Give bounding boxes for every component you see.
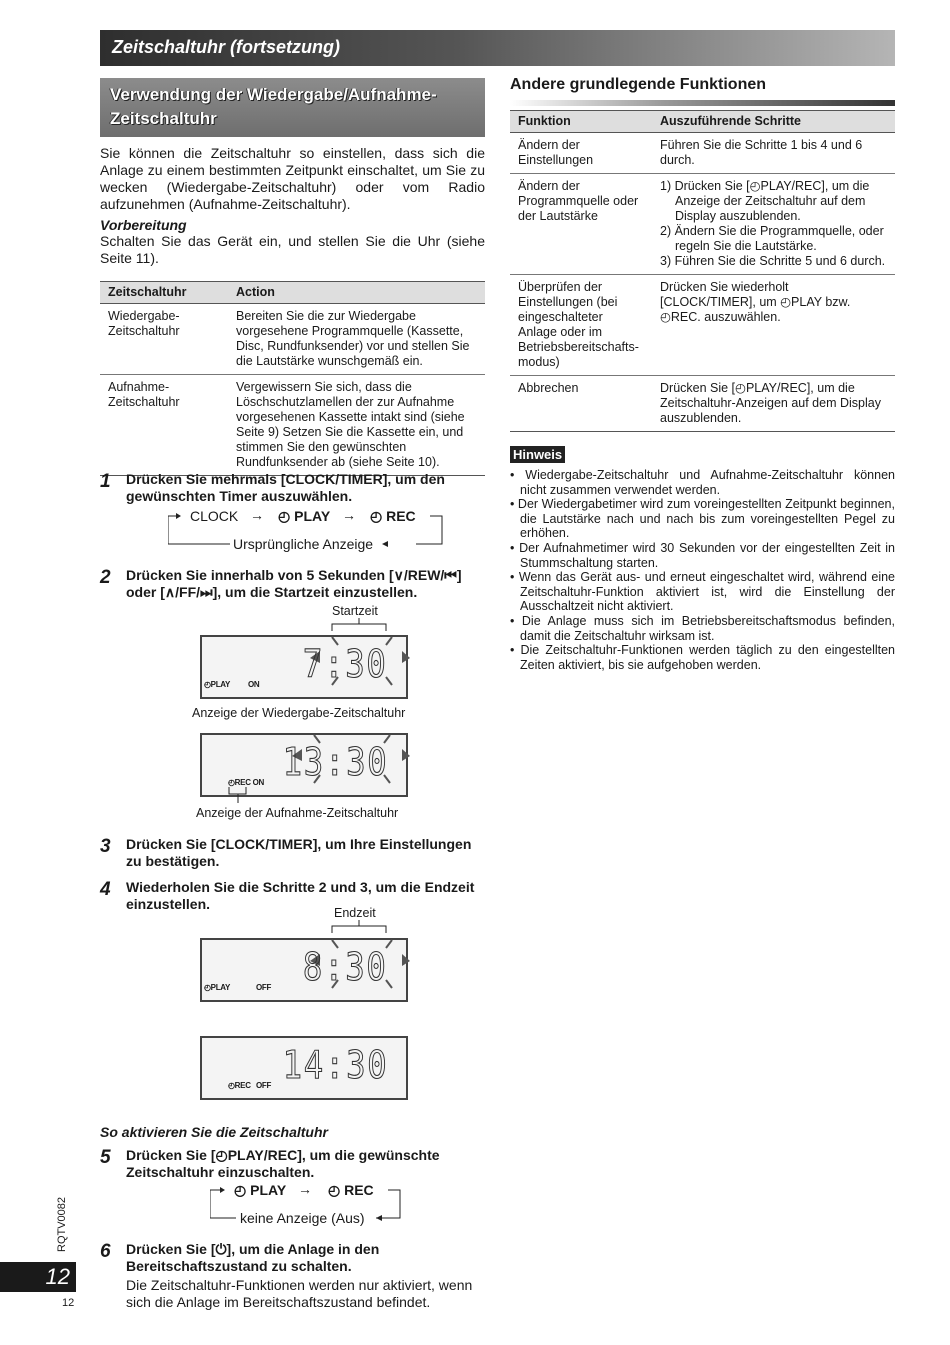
- step-number: 2: [100, 567, 111, 588]
- hinweis-label: Hinweis: [510, 446, 565, 463]
- table-header: Action: [228, 282, 485, 304]
- endzeit-label: Endzeit: [334, 906, 376, 920]
- left-column: [100, 78, 485, 476]
- table-cell: Wiedergabe-Zeitschaltuhr: [100, 304, 228, 375]
- prep-text: Schalten Sie das Gerät ein, und stellen Sie die Uhr (siehe Seite 11).: [100, 233, 485, 266]
- step-6: [100, 1241, 485, 1311]
- seq-arrow: →: [342, 507, 356, 523]
- lcd-time: 7:30: [303, 642, 388, 686]
- list-item: • Der Wiedergabetimer wird zum voreingestellten Zeitpunkt beginnen, die Lautstärke nach und nach bis zum voreingestellten Pegel zu erhöhen.: [510, 497, 895, 541]
- lcd-caption: Anzeige der Aufnahme-Zeitschaltuhr: [196, 806, 399, 820]
- list-item: 2) Ändern Sie die Programmquelle, oder regeln Sie die Lautstärke.: [660, 224, 884, 253]
- step-text: Drücken Sie [⏻], um die Anlage in den Bereitschaftszustand zu schalten.: [126, 1241, 380, 1274]
- step-3: [100, 836, 485, 870]
- table-cell: Vergewissern Sie sich, dass die Löschschutzlamellen der zur Aufnahme vorgesehenen Kassette intakt sind (siehe Seite 9) Setzen Sie die Kassette ein, und stimmen Sie den gewünschten Rundfunksender ab (siehe Seite 10).: [228, 375, 485, 476]
- lcd-time: 14:30: [282, 1043, 388, 1087]
- seq-arrow: →: [298, 1181, 312, 1197]
- seq-back-label: keine Anzeige (Aus): [240, 1210, 365, 1226]
- lcd-rec-indicator: ◴REC: [228, 1081, 251, 1090]
- right-column: [510, 76, 895, 672]
- lcd-caption: Anzeige der Wiedergabe-Zeitschaltuhr: [192, 706, 406, 720]
- step-number: 6: [100, 1241, 111, 1262]
- step-text: Wiederholen Sie die Schritte 2 und 3, um die Endzeit einzustellen.: [126, 879, 475, 912]
- step-text: Drücken Sie [CLOCK/TIMER], um Ihre Einstellungen zu bestätigen.: [126, 836, 472, 869]
- prep-title: Vorbereitung: [100, 217, 187, 233]
- lcd-time: 8:30: [303, 945, 388, 989]
- document-code: RQTV0082: [56, 1196, 68, 1252]
- functions-table: [510, 110, 895, 432]
- list-item: 3) Führen Sie die Schritte 5 und 6 durch.: [660, 254, 886, 268]
- table-cell: Ändern der Programmquelle oder der Lautstärke: [510, 174, 652, 275]
- activate-title: So aktivieren Sie die Zeitschaltuhr: [100, 1124, 328, 1140]
- startzeit-label: Startzeit: [332, 604, 378, 618]
- right-section-title: Andere grundlegende Funktionen: [510, 76, 767, 93]
- table-row: [100, 304, 485, 375]
- list-item: 1) Drücken Sie [◴PLAY/REC], um die Anzeige der Zeitschaltuhr auf dem Display auszublenden.: [660, 179, 870, 223]
- seq-play-label: ◴ PLAY: [234, 1182, 287, 1198]
- steps-list: [660, 179, 887, 269]
- seq-clock-label: CLOCK: [190, 508, 239, 524]
- step-4: [100, 879, 485, 913]
- lcd-state-indicator: OFF: [256, 983, 272, 992]
- lcd-play-indicator: ◴PLAY: [204, 680, 231, 689]
- step-1: [100, 471, 485, 505]
- seq-rec-label: ◴ REC: [370, 508, 416, 524]
- table-row: [510, 174, 895, 275]
- step-text: Drücken Sie mehrmals [CLOCK/TIMER], um den gewünschten Timer auszuwählen.: [126, 471, 445, 504]
- list-item: • Der Aufnahmetimer wird 30 Sekunden vor der eingestellten Zeit in Stummschaltung starten.: [510, 540, 895, 570]
- step-subtext: Die Zeitschaltuhr-Funktionen werden nur aktiviert, wenn sich die Anlage im Bereitschaftszustand befindet.: [126, 1277, 473, 1310]
- table-cell: Aufnahme-Zeitschaltuhr: [100, 375, 228, 476]
- seq-rec-label: ◴ REC: [328, 1182, 374, 1198]
- page-number: 12: [45, 1264, 70, 1289]
- table-cell: Führen Sie die Schritte 1 bis 4 und 6 durch.: [652, 133, 895, 174]
- table-header: Funktion: [510, 111, 652, 133]
- table-row: [510, 133, 895, 174]
- step-number: 3: [100, 836, 111, 857]
- rec-bracket: [226, 785, 250, 805]
- table-row: [100, 375, 485, 476]
- step-number: 4: [100, 879, 111, 900]
- timer-table: [100, 281, 485, 476]
- list-item: • Wiedergabe-Zeitschaltuhr und Aufnahme-Zeitschaltuhr können nicht zusammen verwendet werden.: [510, 468, 895, 497]
- table-header: Zeitschaltuhr: [100, 282, 228, 304]
- table-cell: Drücken Sie wiederholt [CLOCK/TIMER], um ◴PLAY bzw. ◴REC. auszuwählen.: [652, 275, 895, 376]
- title-rule: [510, 100, 895, 106]
- step-2: [100, 567, 485, 601]
- seq-back-label: Ursprüngliche Anzeige: [233, 536, 374, 552]
- page-number-small: 12: [62, 1297, 75, 1309]
- table-cell: Drücken Sie [◴PLAY/REC], um die Zeitschaltuhr-Anzeigen auf dem Display auszublenden.: [652, 376, 895, 432]
- table-cell: Bereiten Sie die zur Wiedergabe vorgesehene Programmquelle (Kassette, Disc, Rundfunksender) vor und stellen Sie die Lautstärke wunschgemäß ein.: [228, 304, 485, 375]
- lcd-state-indicator: ON: [248, 680, 260, 689]
- list-item: • Die Anlage muss sich im Betriebsbereitschaftsmodus befinden, damit die Zeitschaltuhr wirksam ist.: [510, 613, 895, 643]
- table-cell: [652, 174, 895, 275]
- lcd-time: 13:30: [282, 740, 388, 784]
- sequence-diagram-2: [210, 1180, 402, 1226]
- list-item: • Wenn das Gerät aus- und erneut eingeschaltet wird, während eine Zeitschaltuhr-Funktion aktiviert ist, wird die Einstellung der Ausschaltzeit nicht aktiviert.: [510, 570, 895, 614]
- page-title: Zeitschaltuhr (fortsetzung): [112, 37, 340, 57]
- section-title-line1: Verwendung der Wiedergabe/Aufnahme-: [110, 85, 437, 104]
- table-cell: Abbrechen: [510, 376, 652, 432]
- step-text: Drücken Sie innerhalb von 5 Sekunden [∨/REW/⏮] oder [∧/FF/⏭], um die Startzeit einzustellen.: [126, 567, 462, 600]
- page-number-box: [0, 1262, 76, 1292]
- table-row: [510, 275, 895, 376]
- table-cell: Ändern der Einstellungen: [510, 133, 652, 174]
- lcd-display-play-on: [200, 635, 408, 699]
- table-header: Auszuführende Schritte: [652, 111, 895, 133]
- lcd-state-indicator: OFF: [256, 1081, 272, 1090]
- seq-play-label: ◴ PLAY: [278, 508, 331, 524]
- startzeit-bracket: [330, 618, 390, 632]
- notes-list: [510, 468, 895, 672]
- table-cell: Überprüfen der Einstellungen (bei eingeschalteter Anlage oder im Betriebsbereitschafts-modus): [510, 275, 652, 376]
- table-row: [510, 376, 895, 432]
- lcd-display-rec-off: [200, 1036, 408, 1100]
- list-item: • Die Zeitschaltuhr-Funktionen werden täglich zu den eingestellten Zeiten aktiviert, bis sie aufgehoben werden.: [510, 643, 895, 672]
- step-number: 1: [100, 471, 111, 492]
- sequence-diagram-1: [168, 506, 443, 552]
- step-text: Drücken Sie [◴PLAY/REC], um die gewünschte Zeitschaltuhr einzuschalten.: [126, 1147, 440, 1180]
- step-number: 5: [100, 1147, 111, 1168]
- lcd-rec-indicator: ◴REC ON: [228, 778, 264, 787]
- section-title-line2: Zeitschaltuhr: [110, 109, 217, 128]
- seq-arrow: →: [250, 507, 264, 523]
- header-band: [100, 30, 895, 66]
- intro-text: Sie können die Zeitschaltuhr so einstellen, dass sich die Anlage zu einem bestimmten Zeitpunkt einschaltet, um Sie zu wecken (Wiedergabe-Zeitschaltuhr) oder vom Radio aufzunehmen (Aufnahme-Zeitschaltuhr).: [100, 145, 485, 212]
- endzeit-bracket: [330, 920, 390, 934]
- lcd-play-indicator: ◴PLAY: [204, 983, 231, 992]
- step-5: [100, 1147, 485, 1181]
- lcd-display-play-off: [200, 938, 408, 1002]
- section-title-box: [100, 78, 485, 137]
